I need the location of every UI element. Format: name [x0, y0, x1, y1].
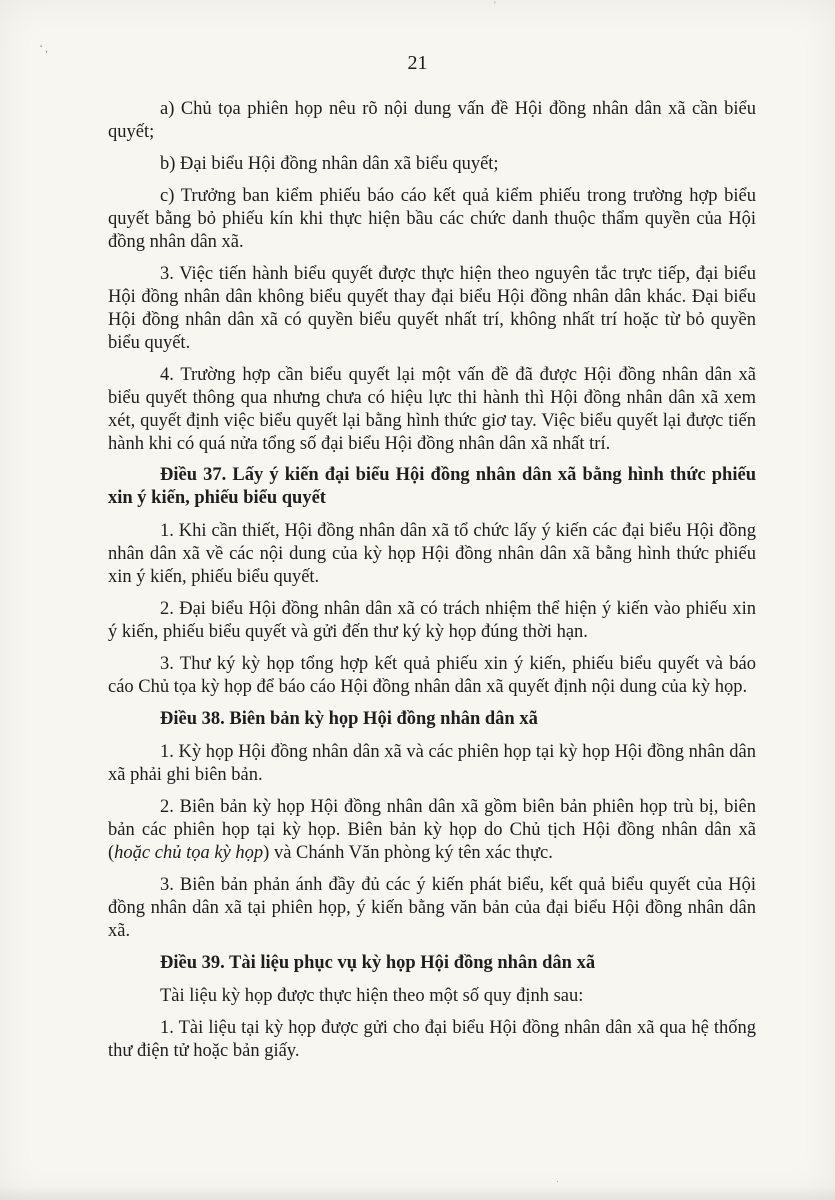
paragraph: 3. Biên bản phản ánh đầy đủ các ý kiến phát biểu, kết quả biểu quyết của Hội đồng nhân dân xã tại phiên họp, ý kiến bằng văn bản của đại biểu Hội đồng nhân dân xã. [108, 875, 756, 941]
article-heading-39: Điều 39. Tài liệu phục vụ kỳ họp Hội đồng nhân dân xã [160, 953, 596, 973]
italic-text: hoặc chủ tọa kỳ họp [114, 843, 264, 863]
paragraph: 1. Kỳ họp Hội đồng nhân dân xã và các phiên họp tại kỳ họp Hội đồng nhân dân xã phải ghi biên bản. [108, 742, 756, 785]
paragraph-text: 2. Biên bản kỳ họp Hội đồng nhân dân xã gồm biên bản phiên họp trù bị, biên bản các phiên họp tại kỳ họp. Biên bản kỳ họp do Chủ tịch Hội đồng nhân dân xã ( [108, 797, 756, 863]
scan-mark-left: ʻ , [40, 44, 48, 55]
paragraph: c) Trưởng ban kiểm phiếu báo cáo kết quả kiểm phiếu trong trường hợp biểu quyết bằng bỏ phiếu kín khi thực hiện bầu các chức danh thuộc thẩm quyền của Hội đồng nhân dân xã. [108, 186, 756, 252]
paragraph: 1. Tài liệu tại kỳ họp được gửi cho đại biểu Hội đồng nhân dân xã qua hệ thống thư điện tử hoặc bản giấy. [108, 1018, 756, 1061]
paragraph: 2. Đại biểu Hội đồng nhân dân xã có trách nhiệm thể hiện ý kiến vào phiếu xin ý kiến, phiếu biểu quyết và gửi đến thư ký kỳ họp đúng thời hạn. [108, 599, 756, 642]
paragraph: 3. Thư ký kỳ họp tổng hợp kết quả phiếu xin ý kiến, phiếu biểu quyết và báo cáo Chủ tọa kỳ họp để báo cáo Hội đồng nhân dân xã quyết định nội dung của kỳ họp. [108, 654, 756, 697]
paragraph: Tài liệu kỳ họp được thực hiện theo một số quy định sau: [160, 986, 584, 1006]
scan-mark-top: ' [494, 0, 496, 10]
scan-mark-bottom: · [556, 1176, 559, 1186]
paragraph: b) Đại biểu Hội đồng nhân dân xã biểu quyết; [160, 154, 499, 174]
paragraph: 4. Trường hợp cần biểu quyết lại một vấn đề đã được Hội đồng nhân dân xã biểu quyết thông qua nhưng chưa có hiệu lực thi hành thì Hội đồng nhân dân xã xem xét, quyết định việc biểu quyết lại bằng hình thức giơ tay. Việc biểu quyết lại được tiến hành khi có quá nửa tổng số đại biểu Hội đồng nhân dân xã nhất trí. [108, 365, 756, 454]
paragraph: 3. Việc tiến hành biểu quyết được thực hiện theo nguyên tắc trực tiếp, đại biểu Hội đồng nhân dân không biểu quyết thay đại biểu Hội đồng nhân dân khác. Đại biểu Hội đồng nhân dân xã có quyền biểu quyết nhất trí, không nhất trí hoặc từ bỏ quyền biểu quyết. [108, 264, 756, 353]
paragraph: 1. Khi cần thiết, Hội đồng nhân dân xã tổ chức lấy ý kiến các đại biểu Hội đồng nhân dân xã về các nội dung của kỳ họp Hội đồng nhân dân xã bằng hình thức phiếu xin ý kiến, phiếu biểu quyết. [108, 521, 756, 587]
page-number: 21 [407, 52, 428, 74]
article-heading-37: Điều 37. Lấy ý kiến đại biểu Hội đồng nhân dân xã bằng hình thức phiếu xin ý kiến, phiếu biểu quyết [108, 465, 756, 508]
paragraph: a) Chủ tọa phiên họp nêu rõ nội dung vấn đề Hội đồng nhân dân xã cần biểu quyết; [108, 99, 756, 142]
paragraph-with-italic [108, 796, 756, 865]
paragraph-text: ) và Chánh Văn phòng ký tên xác thực. [263, 843, 553, 863]
page-bottom-edge [0, 1186, 835, 1200]
document-body [108, 98, 756, 1072]
article-heading-38: Điều 38. Biên bản kỳ họp Hội đồng nhân dân xã [160, 709, 538, 729]
